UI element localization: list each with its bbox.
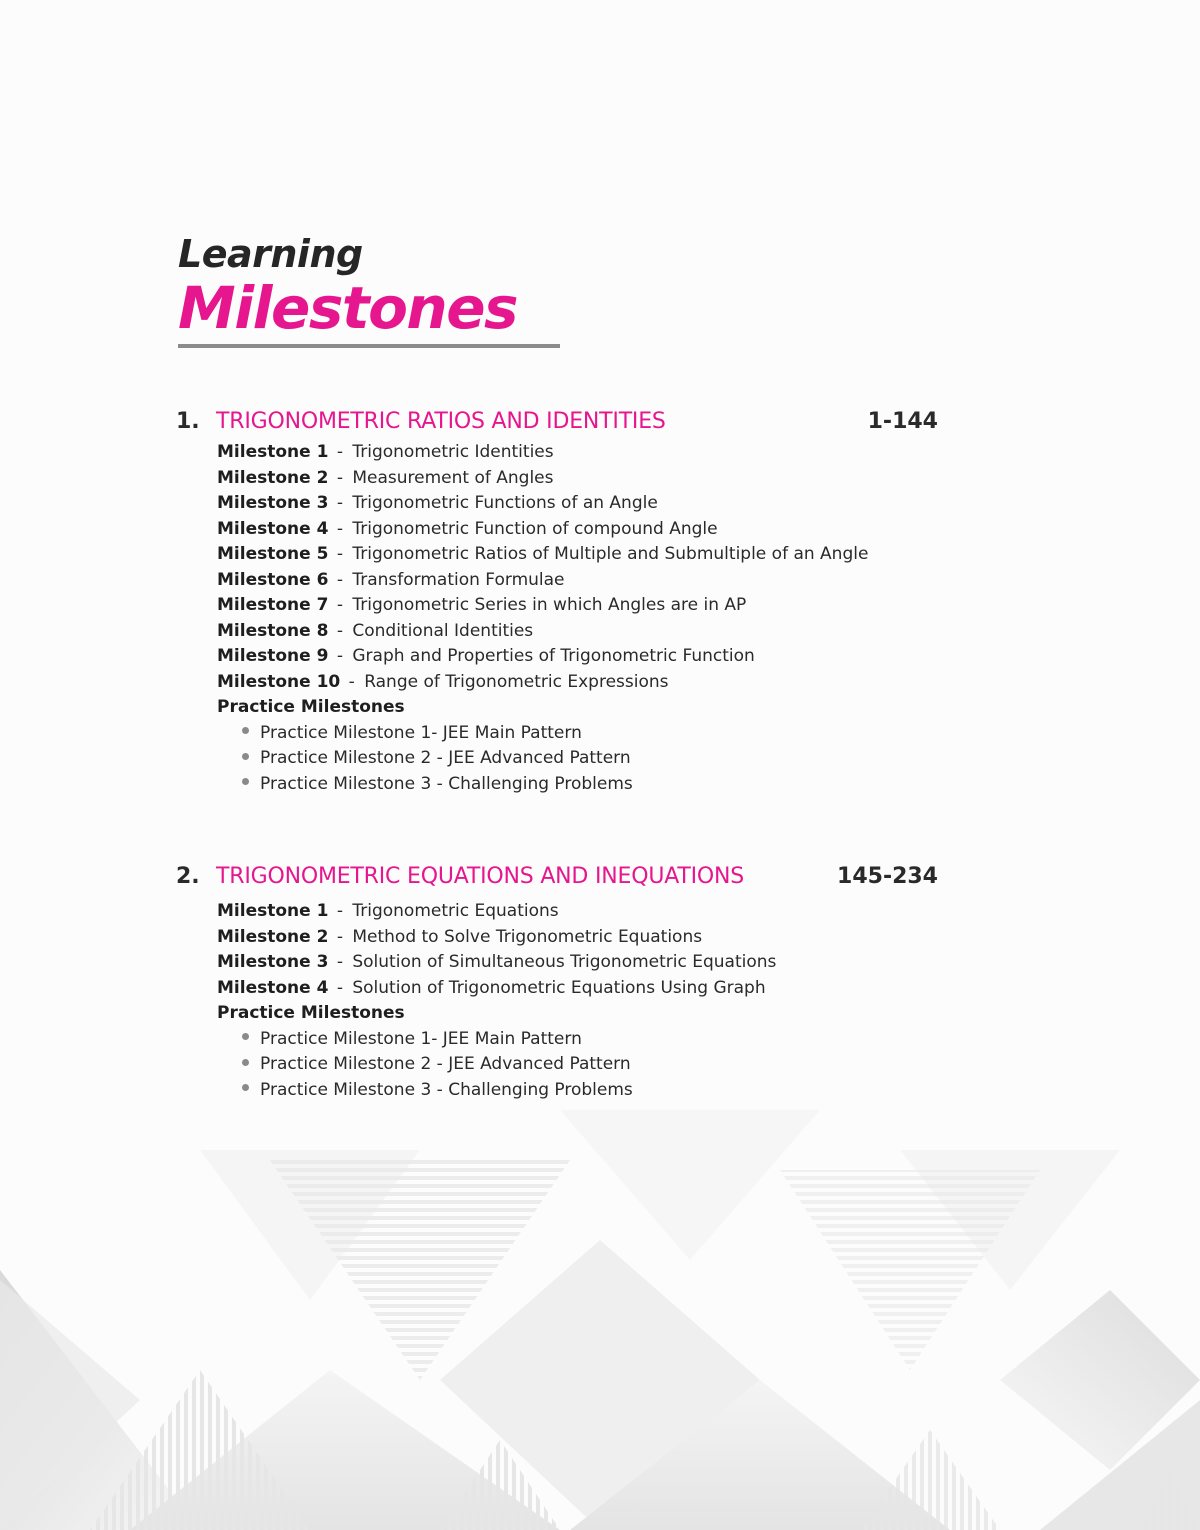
milestone-separator: - xyxy=(336,595,343,615)
milestone-label: Milestone 2 xyxy=(217,467,329,488)
practice-text: Practice Milestone 1- JEE Main Pattern xyxy=(260,1028,582,1049)
milestone-separator: - xyxy=(336,544,343,564)
milestone-separator: - xyxy=(336,620,343,641)
milestone-item[interactable] xyxy=(217,517,938,543)
chapter-pages: 145-234 xyxy=(837,864,938,889)
milestone-text: Range of Trigonometric Expressions xyxy=(364,671,669,692)
practice-text: Practice Milestone 3 - Challenging Problems xyxy=(260,773,633,794)
milestone-separator: - xyxy=(336,926,343,947)
milestone-item[interactable] xyxy=(217,568,938,594)
milestone-label: Milestone 4 xyxy=(217,977,329,998)
practice-list xyxy=(176,721,938,798)
practice-item[interactable] xyxy=(242,1078,938,1104)
milestone-list xyxy=(176,440,938,695)
milestone-text: Conditional Identities xyxy=(352,620,534,641)
milestone-item[interactable] xyxy=(217,899,938,925)
milestone-item[interactable] xyxy=(217,976,938,1002)
milestone-item[interactable] xyxy=(217,491,938,517)
bullet-icon xyxy=(242,778,249,785)
milestone-item[interactable] xyxy=(217,670,938,696)
milestone-list xyxy=(176,899,938,1001)
milestone-separator: - xyxy=(336,977,343,998)
practice-list xyxy=(176,1027,938,1104)
milestone-item[interactable] xyxy=(217,950,938,976)
practice-item[interactable] xyxy=(242,1052,938,1078)
heading-learning: Learning xyxy=(178,232,363,276)
milestone-separator: - xyxy=(336,493,343,513)
practice-text: Practice Milestone 3 - Challenging Problems xyxy=(260,1079,633,1100)
milestone-text: Trigonometric Series in which Angles are in AP xyxy=(352,595,747,615)
practice-heading: Practice Milestones xyxy=(217,697,405,717)
milestone-text: Trigonometric Equations xyxy=(352,901,559,921)
milestone-label: Milestone 7 xyxy=(217,595,329,615)
milestone-separator: - xyxy=(336,467,343,488)
heading-milestones: Milestones xyxy=(178,274,518,342)
milestone-text: Solution of Trigonometric Equations Using Graph xyxy=(352,977,766,998)
milestone-label: Milestone 4 xyxy=(217,518,329,539)
milestone-separator: - xyxy=(336,901,343,921)
heading-underline xyxy=(178,344,560,348)
chapter-title[interactable]: TRIGONOMETRIC EQUATIONS AND INEQUATIONS xyxy=(216,864,745,889)
milestone-text: Trigonometric Functions of an Angle xyxy=(352,493,658,513)
milestone-text: Graph and Properties of Trigonometric Function xyxy=(352,646,755,666)
milestone-label: Milestone 3 xyxy=(217,952,329,972)
chapter-pages: 1-144 xyxy=(867,409,938,434)
milestone-separator: - xyxy=(336,646,343,666)
milestone-text: Measurement of Angles xyxy=(352,467,554,488)
practice-item[interactable] xyxy=(242,721,938,747)
milestone-label: Milestone 5 xyxy=(217,544,329,564)
chapter-header xyxy=(176,404,938,440)
practice-item[interactable] xyxy=(242,1027,938,1053)
milestone-item[interactable] xyxy=(217,593,938,619)
practice-text: Practice Milestone 2 - JEE Advanced Pattern xyxy=(260,1054,631,1074)
page-heading xyxy=(178,230,560,348)
milestone-item[interactable] xyxy=(217,466,938,492)
milestone-label: Milestone 6 xyxy=(217,569,329,590)
milestone-item[interactable] xyxy=(217,925,938,951)
milestone-separator: - xyxy=(336,952,343,972)
milestone-text: Solution of Simultaneous Trigonometric Equations xyxy=(352,952,777,972)
chapter-number: 1. xyxy=(176,409,200,434)
milestone-separator: - xyxy=(336,442,343,462)
milestone-label: Milestone 10 xyxy=(217,671,341,692)
milestone-separator: - xyxy=(348,671,355,692)
chapter-number: 2. xyxy=(176,864,200,889)
chapter-2 xyxy=(176,859,938,1103)
milestone-text: Trigonometric Function of compound Angle xyxy=(352,518,718,539)
bullet-icon xyxy=(242,1033,249,1040)
practice-text: Practice Milestone 2 - JEE Advanced Pattern xyxy=(260,748,631,768)
milestone-text: Method to Solve Trigonometric Equations xyxy=(352,926,703,947)
chapter-header xyxy=(176,859,938,899)
practice-heading: Practice Milestones xyxy=(217,1003,405,1023)
chapter-1 xyxy=(176,404,938,797)
milestone-item[interactable] xyxy=(217,542,938,568)
milestone-label: Milestone 1 xyxy=(217,442,329,462)
milestone-separator: - xyxy=(336,569,343,590)
bullet-icon xyxy=(242,753,249,760)
milestone-label: Milestone 1 xyxy=(217,901,329,921)
practice-item[interactable] xyxy=(242,772,938,798)
milestone-item[interactable] xyxy=(217,440,938,466)
practice-item[interactable] xyxy=(242,746,938,772)
bullet-icon xyxy=(242,727,249,734)
chapter-title[interactable]: TRIGONOMETRIC RATIOS AND IDENTITIES xyxy=(216,409,666,434)
practice-text: Practice Milestone 1- JEE Main Pattern xyxy=(260,722,582,743)
milestone-text: Trigonometric Identities xyxy=(352,442,554,462)
milestone-text: Transformation Formulae xyxy=(352,569,565,590)
milestone-label: Milestone 8 xyxy=(217,620,329,641)
milestone-label: Milestone 9 xyxy=(217,646,329,666)
milestone-label: Milestone 3 xyxy=(217,493,329,513)
milestone-item[interactable] xyxy=(217,619,938,645)
bullet-icon xyxy=(242,1084,249,1091)
bullet-icon xyxy=(242,1059,249,1066)
milestone-separator: - xyxy=(336,518,343,539)
milestone-item[interactable] xyxy=(217,644,938,670)
milestone-label: Milestone 2 xyxy=(217,926,329,947)
milestone-text: Trigonometric Ratios of Multiple and Submultiple of an Angle xyxy=(352,544,869,564)
